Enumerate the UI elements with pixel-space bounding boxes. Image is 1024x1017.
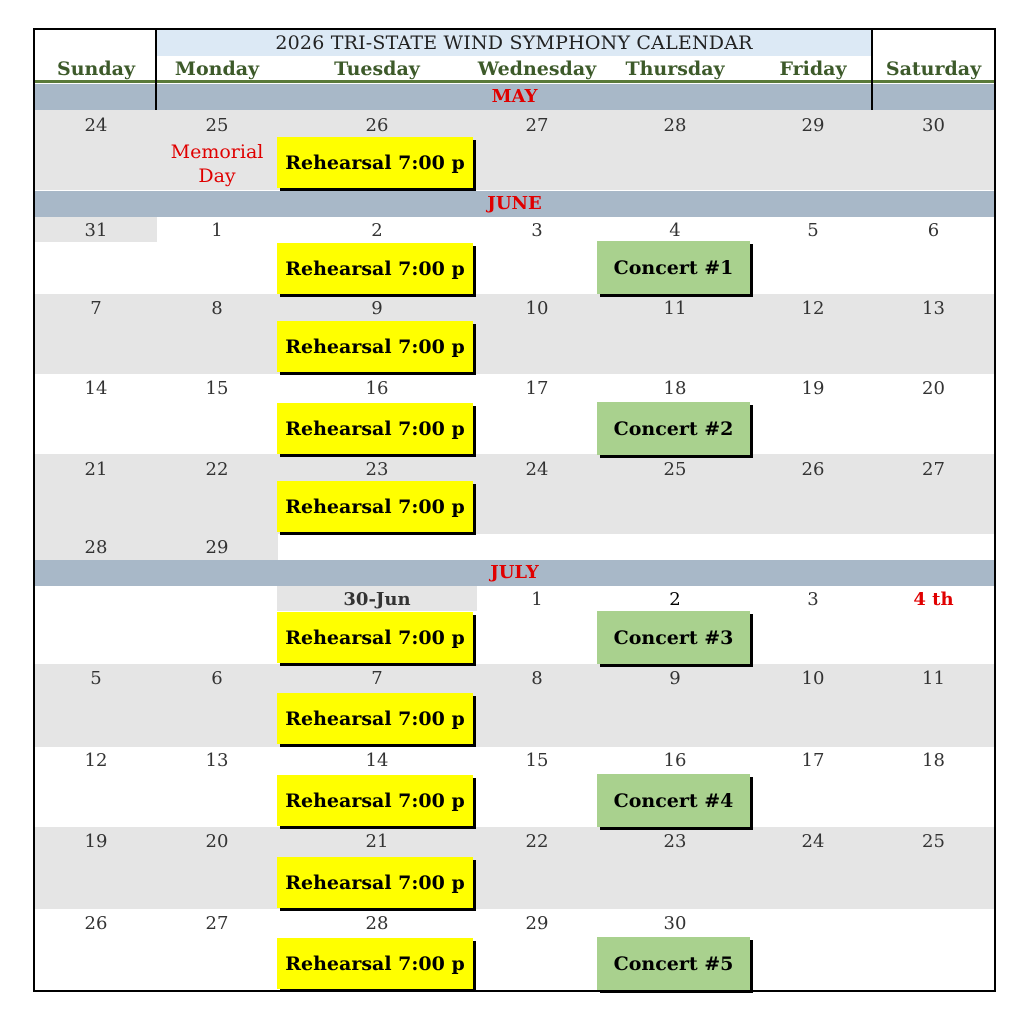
day-number: 25 (663, 459, 687, 480)
day-number: 19 (801, 378, 825, 399)
day-number: 27 (922, 459, 945, 480)
day-number: 10 (525, 298, 549, 319)
day-number: 9 (371, 298, 383, 319)
day-number: 3 (531, 220, 543, 241)
day-number: 22 (205, 459, 229, 480)
day-number: 18 (663, 378, 687, 399)
concert-block[interactable]: Concert #2 (597, 402, 750, 455)
independence-day-label: 4 th (913, 589, 954, 610)
day-number: 12 (84, 750, 108, 771)
day-number: 1 (531, 589, 543, 610)
day-number: 24 (84, 115, 108, 136)
day-number: 24 (801, 831, 825, 852)
rehearsal-block[interactable]: Rehearsal 7:00 p (277, 612, 473, 663)
day-number: 26 (801, 459, 825, 480)
month-band-july: JULY (35, 560, 994, 586)
day-number (157, 588, 277, 612)
day-number: 5 (90, 668, 102, 689)
day-number: 30-Jun (343, 589, 411, 610)
day-number: 24 (525, 459, 549, 480)
header-tuesday: Tuesday (334, 58, 420, 80)
concert-block[interactable]: Concert #4 (597, 774, 750, 827)
day-number: 21 (84, 459, 108, 480)
day-number: 16 (663, 750, 687, 771)
rehearsal-block[interactable]: Rehearsal 7:00 p (277, 693, 473, 744)
rehearsal-block[interactable]: Rehearsal 7:00 p (277, 243, 473, 294)
day-number: 8 (211, 298, 223, 319)
header-friday: Friday (779, 58, 847, 80)
day-number: 20 (922, 378, 945, 399)
day-number: 14 (365, 750, 389, 771)
day-number: 29 (205, 537, 229, 558)
day-number: 21 (365, 831, 389, 852)
day-number: 25 (205, 115, 229, 136)
header-monday: Monday (174, 58, 260, 80)
day-number: 7 (371, 668, 383, 689)
day-number: 2 (669, 589, 681, 610)
day-number: 13 (922, 298, 945, 319)
rehearsal-block[interactable]: Rehearsal 7:00 p (277, 137, 473, 188)
day-number: 9 (669, 668, 681, 689)
day-number: 22 (525, 831, 549, 852)
day-number: 13 (205, 750, 229, 771)
day-number: 6 (211, 668, 223, 689)
concert-block[interactable]: Concert #5 (597, 937, 750, 990)
day-number: 29 (525, 913, 549, 934)
day-number: 17 (525, 378, 549, 399)
day-number: 29 (801, 115, 825, 136)
rehearsal-block[interactable]: Rehearsal 7:00 p (277, 321, 473, 372)
day-number: 2 (371, 220, 383, 241)
rehearsal-block[interactable]: Rehearsal 7:00 p (277, 481, 473, 532)
day-number: 26 (84, 913, 108, 934)
day-number: 3 (807, 589, 819, 610)
day-number: 7 (90, 298, 102, 319)
day-number: 28 (663, 115, 687, 136)
day-number: 15 (205, 378, 229, 399)
day-number: 27 (205, 913, 229, 934)
day-number: 28 (365, 913, 389, 934)
month-band-june: JUNE (35, 191, 994, 217)
day-number: 12 (801, 298, 825, 319)
day-number: 23 (365, 459, 389, 480)
day-number: 30 (922, 115, 945, 136)
rehearsal-block[interactable]: Rehearsal 7:00 p (277, 938, 473, 989)
memorial-day-label: Memorial Day (170, 141, 264, 187)
header-thursday: Thursday (625, 58, 725, 80)
rehearsal-block[interactable]: Rehearsal 7:00 p (277, 775, 473, 826)
day-number: 10 (801, 668, 825, 689)
day-number: 16 (365, 378, 389, 399)
day-number: 19 (84, 831, 108, 852)
day-number: 26 (365, 115, 389, 136)
concert-block[interactable]: Concert #1 (597, 241, 750, 294)
header-underline (35, 80, 994, 83)
day-number: 27 (525, 115, 549, 136)
day-number: 8 (531, 668, 543, 689)
day-number: 18 (922, 750, 945, 771)
calendar-title: 2026 TRI-STATE WIND SYMPHONY CALENDAR (275, 32, 753, 54)
day-number: 14 (84, 378, 108, 399)
day-number: 4 (669, 220, 681, 241)
day-number (35, 588, 157, 612)
day-number: 5 (807, 220, 819, 241)
day-number: 20 (205, 831, 229, 852)
concert-block[interactable]: Concert #3 (597, 611, 750, 664)
header-sunday: Sunday (57, 58, 135, 80)
day-number: 15 (525, 750, 549, 771)
day-number: 11 (922, 668, 945, 689)
rehearsal-block[interactable]: Rehearsal 7:00 p (277, 857, 473, 908)
day-number: 25 (922, 831, 945, 852)
day-number: 23 (663, 831, 687, 852)
header-saturday: Saturday (885, 58, 982, 80)
divider-line (155, 30, 157, 110)
day-number: 30 (663, 913, 687, 934)
day-number: 6 (927, 220, 940, 241)
day-number: 28 (84, 537, 108, 558)
day-number: 31 (84, 220, 108, 241)
header-wednesday: Wednesday (477, 58, 597, 80)
divider-line (871, 30, 873, 110)
month-band-may: MAY (35, 84, 994, 110)
day-number: 17 (801, 750, 825, 771)
day-number: 1 (211, 220, 223, 241)
rehearsal-block[interactable]: Rehearsal 7:00 p (277, 403, 473, 454)
day-number: 11 (663, 298, 687, 319)
